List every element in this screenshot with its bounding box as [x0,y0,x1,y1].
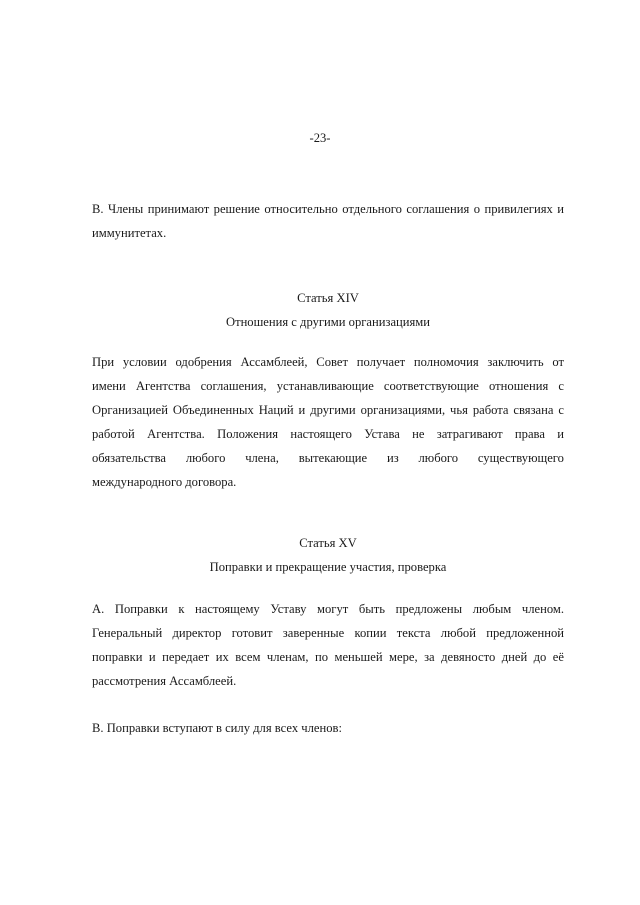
article-14-line-4 [92,422,564,446]
paragraph-b-privileges: B. Члены принимают решение относительно отдельного соглашения о привилегиях и иммунитетах. [92,202,564,240]
word: обязательства [92,451,167,465]
article-14-number: Статья XIV [297,291,359,305]
line-text: При условии одобрения Ассамблеей, Совет получает полномочия заключить от [92,355,564,369]
line-text: работой Агентства. Положения настоящего Устава не затрагивают права и [92,427,564,441]
line-text: имени Агентства соглашения, устанавливающие соответствующие отношения с [92,379,564,393]
article-15-number: Статья XV [299,536,357,550]
word: вытекающие [298,451,368,465]
article-14-title: Отношения с другими организациями [225,315,431,329]
page-number: -23- [309,131,331,145]
word: любого [185,451,226,465]
word: члена, [245,451,279,465]
article-14-line-2 [92,374,564,398]
word: любого [418,451,459,465]
article-14-line-5 [92,446,564,470]
word: существующего [477,451,564,465]
line-text: Организацией Объединенных Наций и другими организациями, чья работа связана с [92,403,564,417]
article-14-line-3 [92,398,564,422]
word: из [386,451,399,465]
article-15-title: Поправки и прекращение участия, проверка [209,560,447,574]
paragraph-b-amendments-effect: B. Поправки вступают в силу для всех членов: [92,721,342,735]
article-14-line-1 [92,350,564,374]
paragraph-a-amendments: A. Поправки к настоящему Уставу могут быть предложены любым членом. Генеральный директор готовит заверенные копии текста любой предложенной поправки и передает их всем членам, по меньшей мере, за девяносто дней до её рассмотрения Ассамблеей. [92,602,564,688]
article-14-paragraph [92,350,564,494]
article-14-line-6: международного договора. [92,475,237,489]
